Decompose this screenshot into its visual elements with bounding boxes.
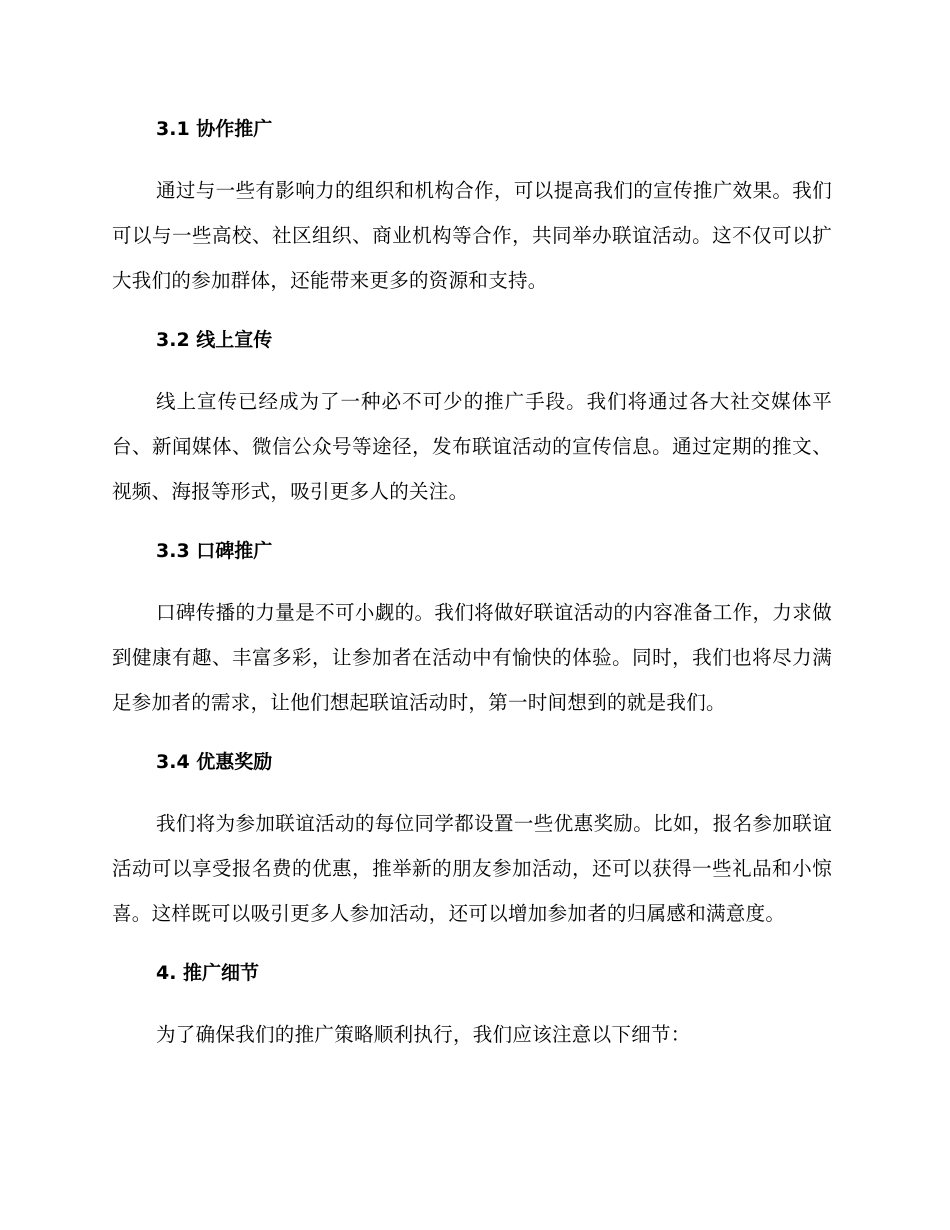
section-paragraph-4: 为了确保我们的推广策略顺利执行，我们应该注意以下细节：: [156, 1023, 691, 1046]
document-body: [112, 112, 832, 1057]
section-heading-3-3: 3.3 口碑推广: [156, 540, 273, 562]
section-heading-3-2: 3.2 线上宣传: [156, 329, 273, 351]
section-heading-3-4: 3.4 优惠奖励: [156, 751, 273, 773]
section-paragraph-3-2: 线上宣传已经成为了一种必不可少的推广手段。我们将通过各大社交媒体平台、新闻媒体、微信公众号等途径，发布联谊活动的宣传信息。通过定期的推文、视频、海报等形式，吸引更多人的关注。: [112, 390, 832, 503]
section-heading-4: 4. 推广细节: [156, 962, 260, 984]
section-paragraph-3-4: 我们将为参加联谊活动的每位同学都设置一些优惠奖励。比如，报名参加联谊活动可以享受报名费的优惠，推举新的朋友参加活动，还可以获得一些礼品和小惊喜。这样既可以吸引更多人参加活动，还可以增加参加者的归属感和满意度。: [112, 812, 832, 925]
section-paragraph-3-1: 通过与一些有影响力的组织和机构合作，可以提高我们的宣传推广效果。我们可以与一些高校、社区组织、商业机构等合作，共同举办联谊活动。这不仅可以扩大我们的参加群体，还能带来更多的资源和支持。: [112, 179, 832, 292]
section-heading-3-1: 3.1 协作推广: [156, 118, 273, 140]
section-paragraph-3-3: 口碑传播的力量是不可小觑的。我们将做好联谊活动的内容准备工作，力求做到健康有趣、丰富多彩，让参加者在活动中有愉快的体验。同时，我们也将尽力满足参加者的需求，让他们想起联谊活动时，第一时间想到的就是我们。: [112, 601, 832, 714]
